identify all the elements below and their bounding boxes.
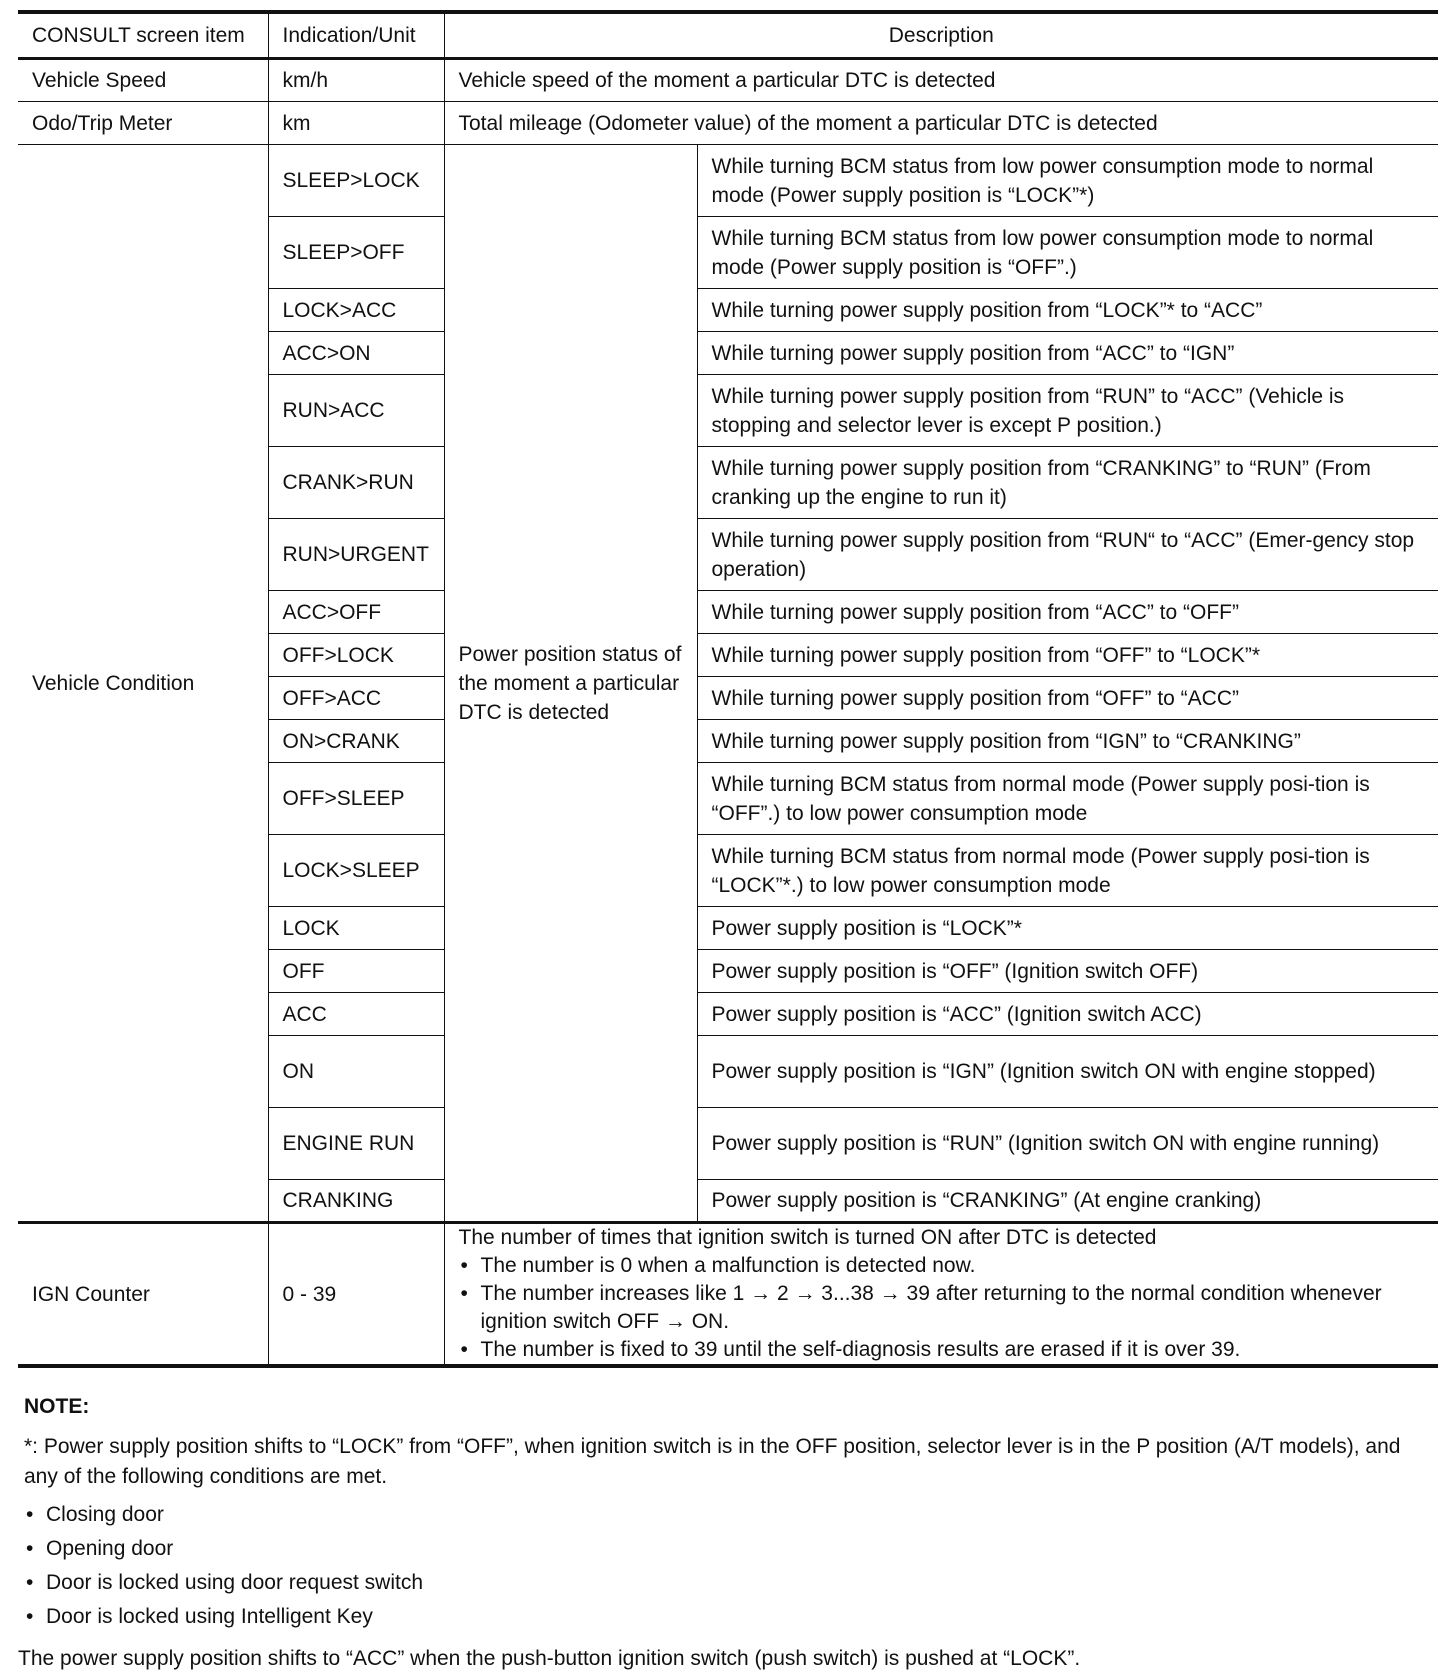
- condition-description-cell: Power supply position is “IGN” (Ignition switch ON with engine stopped): [697, 1036, 1438, 1108]
- list-item: • Door is locked using Intelligent Key: [24, 1600, 1434, 1634]
- condition-description-cell: While turning BCM status from low power consumption mode to normal mode (Power supply position is “OFF”.): [697, 217, 1438, 289]
- condition-description-cell: While turning power supply position from “RUN“ to “ACC” (Emer-gency stop operation): [697, 519, 1438, 591]
- table-row-vehicle-speed: [18, 59, 1438, 102]
- list-item: • Closing door: [24, 1498, 1434, 1532]
- note-final-text: The power supply position shifts to “ACC” when the push-button ignition switch (push switch) is pushed at “LOCK”.: [18, 1647, 1081, 1670]
- power-position-summary-cell: Power position status of the moment a particular DTC is detected: [444, 145, 697, 1223]
- condition-unit-cell: SLEEP>LOCK: [268, 145, 444, 217]
- condition-description-cell: Power supply position is “ACC” (Ignition switch ACC): [697, 993, 1438, 1036]
- condition-description-cell: Power supply position is “RUN” (Ignition switch ON with engine running): [697, 1108, 1438, 1180]
- condition-unit-cell: ENGINE RUN: [268, 1108, 444, 1180]
- list-item: • The number increases like 1 → 2 → 3...38 → 39 after returning to the normal condition whenever ignition switch OFF → ON.: [459, 1280, 1425, 1336]
- condition-description-cell: While turning power supply position from “ACC” to “IGN”: [697, 332, 1438, 375]
- condition-description-cell: While turning power supply position from “OFF” to “LOCK”*: [697, 634, 1438, 677]
- condition-unit-cell: RUN>ACC: [268, 375, 444, 447]
- header-description: Description: [444, 12, 1438, 59]
- condition-description-cell: Power supply position is “CRANKING” (At engine cranking): [697, 1180, 1438, 1223]
- note-text: *: Power supply position shifts to “LOCK” from “OFF”, when ignition switch is in the OFF position, selector lever is in the P position (A/T models), and any of the following conditions are met.: [24, 1435, 1401, 1488]
- list-item: • Door is locked using door request switch: [24, 1566, 1434, 1600]
- condition-description-cell: While turning BCM status from normal mode (Power supply posi-tion is “OFF”.) to low power consumption mode: [697, 763, 1438, 835]
- header-item: CONSULT screen item: [18, 12, 268, 59]
- condition-unit-cell: ON>CRANK: [268, 720, 444, 763]
- table-row-condition: [18, 145, 1438, 217]
- ign-intro: The number of times that ignition switch is turned ON after DTC is detected: [458, 1226, 1157, 1249]
- item-cell: IGN Counter: [18, 1223, 268, 1367]
- condition-description-cell: While turning power supply position from “ACC” to “OFF”: [697, 591, 1438, 634]
- unit-cell: km: [268, 102, 444, 145]
- condition-unit-cell: ACC>OFF: [268, 591, 444, 634]
- ign-bullet-list: [459, 1252, 1425, 1364]
- condition-unit-cell: SLEEP>OFF: [268, 217, 444, 289]
- note-bullet-list: [24, 1498, 1434, 1634]
- condition-unit-cell: CRANKING: [268, 1180, 444, 1223]
- table-row-odo-trip: [18, 102, 1438, 145]
- table-row-ign-counter: [18, 1223, 1438, 1367]
- description-cell: Vehicle speed of the moment a particular DTC is detected: [444, 59, 1438, 102]
- item-cell: Odo/Trip Meter: [18, 102, 268, 145]
- description-cell: Total mileage (Odometer value) of the moment a particular DTC is detected: [444, 102, 1438, 145]
- condition-unit-cell: OFF>LOCK: [268, 634, 444, 677]
- condition-unit-cell: LOCK>SLEEP: [268, 835, 444, 907]
- condition-unit-cell: LOCK>ACC: [268, 289, 444, 332]
- consult-data-table: [18, 10, 1438, 1368]
- condition-description-cell: While turning BCM status from normal mode (Power supply posi-tion is “LOCK”*.) to low power consumption mode: [697, 835, 1438, 907]
- condition-unit-cell: LOCK: [268, 907, 444, 950]
- condition-description-cell: While turning power supply position from “OFF” to “ACC”: [697, 677, 1438, 720]
- condition-description-cell: Power supply position is “LOCK”*: [697, 907, 1438, 950]
- condition-description-cell: While turning power supply position from “RUN” to “ACC” (Vehicle is stopping and selector lever is except P position.): [697, 375, 1438, 447]
- condition-description-cell: While turning power supply position from “IGN” to “CRANKING”: [697, 720, 1438, 763]
- condition-unit-cell: OFF: [268, 950, 444, 993]
- unit-cell: 0 - 39: [268, 1223, 444, 1367]
- condition-unit-cell: ON: [268, 1036, 444, 1108]
- condition-unit-cell: OFF>SLEEP: [268, 763, 444, 835]
- condition-unit-cell: RUN>URGENT: [268, 519, 444, 591]
- list-item: • The number is 0 when a malfunction is detected now.: [459, 1252, 1425, 1280]
- condition-description-cell: While turning power supply position from “LOCK”* to “ACC”: [697, 289, 1438, 332]
- vehicle-condition-cell: Vehicle Condition: [18, 145, 268, 1223]
- list-item: • The number is fixed to 39 until the self-diagnosis results are erased if it is over 39.: [459, 1336, 1425, 1364]
- item-cell: Vehicle Speed: [18, 59, 268, 102]
- note-section: [18, 1392, 1434, 1670]
- table-header-row: [18, 12, 1438, 59]
- condition-description-cell: While turning BCM status from low power consumption mode to normal mode (Power supply position is “LOCK”*): [697, 145, 1438, 217]
- ign-description-cell: [444, 1223, 1438, 1367]
- header-unit: Indication/Unit: [268, 12, 444, 59]
- unit-cell: km/h: [268, 59, 444, 102]
- list-item: • Opening door: [24, 1532, 1434, 1566]
- condition-unit-cell: OFF>ACC: [268, 677, 444, 720]
- note-title: NOTE:: [24, 1395, 90, 1418]
- condition-description-cell: Power supply position is “OFF” (Ignition switch OFF): [697, 950, 1438, 993]
- condition-unit-cell: ACC: [268, 993, 444, 1036]
- condition-unit-cell: CRANK>RUN: [268, 447, 444, 519]
- condition-description-cell: While turning power supply position from “CRANKING” to “RUN” (From cranking up the engine to run it): [697, 447, 1438, 519]
- condition-unit-cell: ACC>ON: [268, 332, 444, 375]
